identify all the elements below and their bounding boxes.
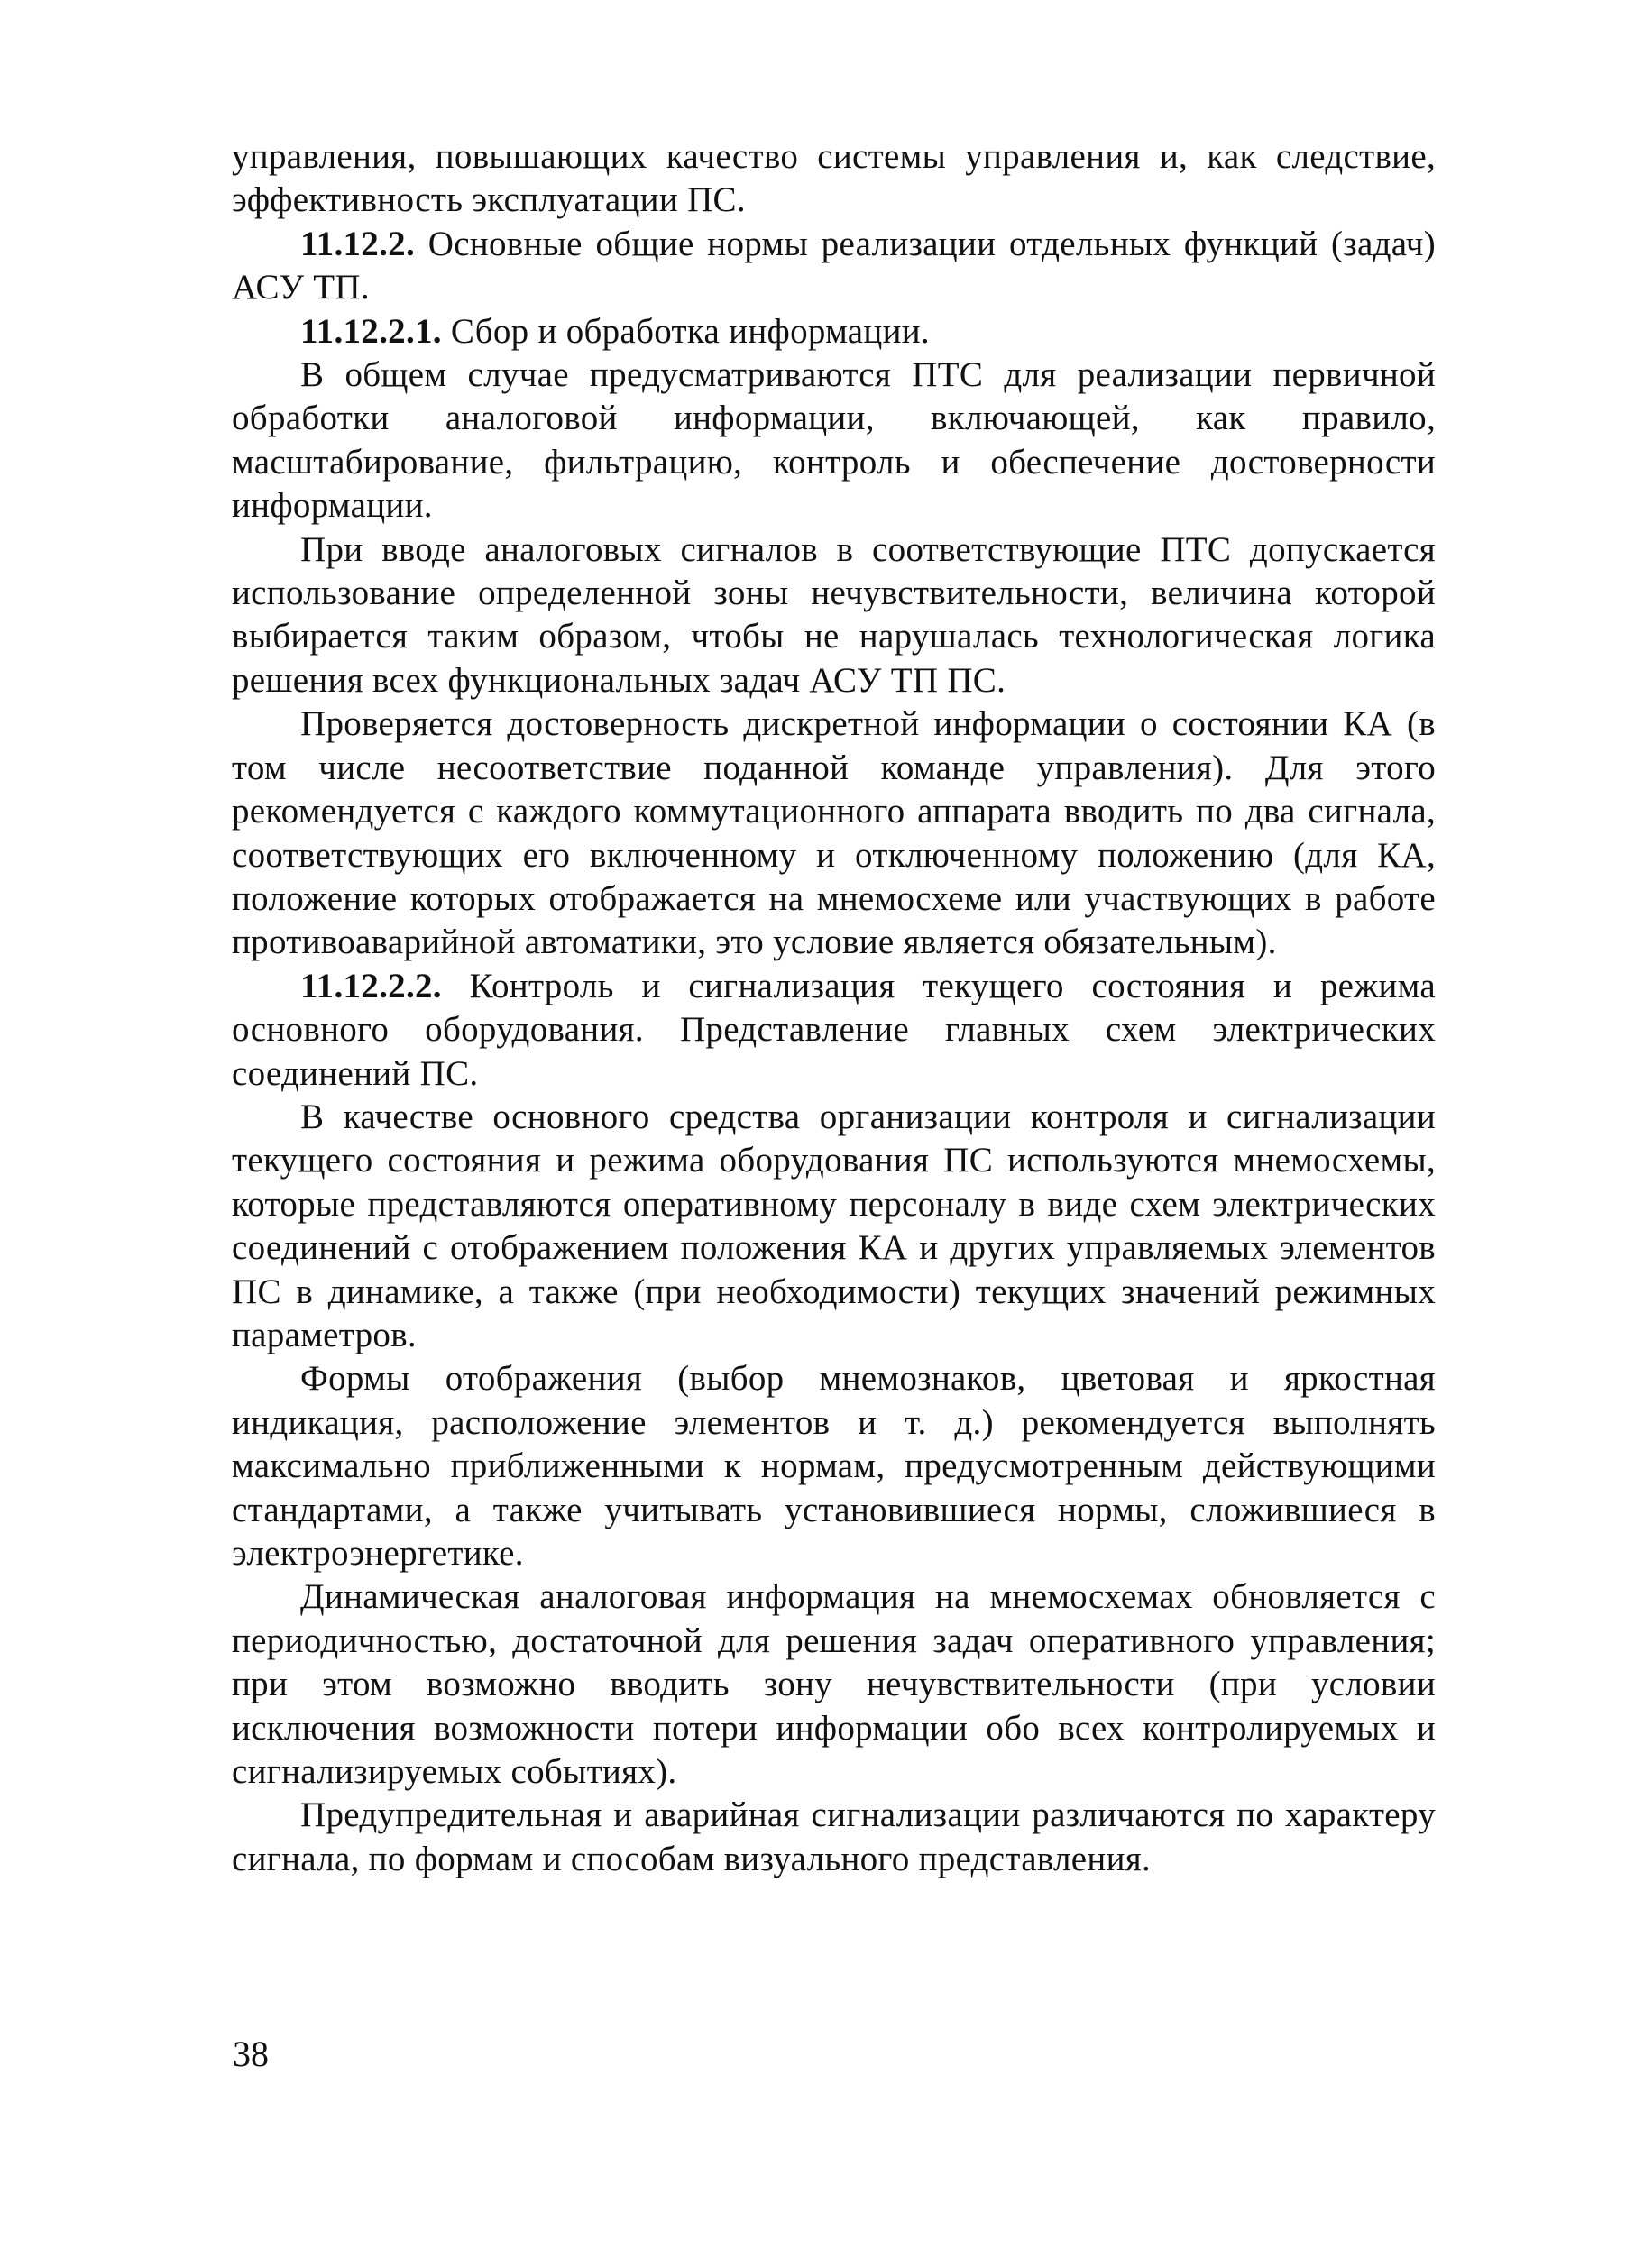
section-number: 11.12.2.2. [300, 966, 442, 1005]
paragraph-text: Проверяется достоверность дискретной информации о состоянии КА (в том числе несоответствие поданной команде управления). Для этого рекомендуется с каждого коммутационного аппарата вводить по два сигнала, соответствующих его включенному и отключенному положению (для КА, положение которых отображается на мнемосхеме или участвующих в работе противоаварийной автоматики, это условие является обязательным). [232, 704, 1436, 962]
paragraph-text: Формы отображения (выбор мнемознаков, цветовая и яркостная индикация, расположение элементов и т. д.) рекомендуется выполнять максимально приближенными к нормам, предусмотренным действующими стандартами, а также учитывать установившиеся нормы, сложившиеся в электроэнергетике. [232, 1359, 1436, 1573]
paragraph [232, 528, 1436, 703]
paragraph [232, 1575, 1436, 1794]
paragraph [232, 1357, 1436, 1575]
section-heading [232, 223, 1436, 310]
paragraph-text: управления, повышающих качество системы управления и, как следствие, эффективность эксплуатации ПС. [232, 137, 1436, 220]
section-heading [232, 965, 1436, 1096]
section-heading-text: Основные общие нормы реализации отдельных функций (задач) АСУ ТП. [232, 224, 1436, 308]
section-heading-text: Контроль и сигнализация текущего состояния и режима основного оборудования. Представление главных схем электрических соединений ПС. [232, 966, 1436, 1093]
section-number: 11.12.2. [300, 224, 415, 263]
paragraph-text: В качестве основного средства организации контроля и сигнализации текущего состояния и режима оборудования ПС используются мнемосхемы, которые представляются оперативному персоналу в виде схем электрических соединений с отображением положения КА и других управляемых элементов ПС в динамике, а также (при необходимости) текущих значений режимных параметров. [232, 1097, 1436, 1354]
paragraph-text: При вводе аналоговых сигналов в соответствующие ПТС допускается использование определенной зоны нечувствительности, величина которой выбирается таким образом, чтобы не нарушалась технологическая логика решения всех функциональных задач АСУ ТП ПС. [232, 529, 1436, 700]
paragraph [232, 702, 1436, 964]
paragraph [232, 1794, 1436, 1881]
paragraph [232, 354, 1436, 528]
paragraph [232, 1096, 1436, 1357]
paragraph [232, 135, 1436, 223]
body-text [232, 135, 1436, 1881]
paragraph-text: В общем случае предусматриваются ПТС для реализации первичной обработки аналоговой информации, включающей, как правило, масштабирование, фильтрацию, контроль и обеспечение достоверности информации. [232, 355, 1436, 526]
paragraph-text: Предупредительная и аварийная сигнализации различаются по характеру сигнала, по формам и способам визуального представления. [232, 1795, 1436, 1878]
paragraph-text: Динамическая аналоговая информация на мнемосхемах обновляется с периодичностью, достаточной для решения задач оперативного управления; при этом возможно вводить зону нечувствительности (при условии исключения возможности потери информации обо всех контролируемых и сигнализируемых событиях). [232, 1577, 1436, 1792]
page-number: 38 [233, 2034, 269, 2074]
section-number: 11.12.2.1. [300, 311, 442, 351]
section-heading-text: Сбор и обработка информации. [450, 311, 930, 351]
section-heading [232, 310, 1436, 354]
